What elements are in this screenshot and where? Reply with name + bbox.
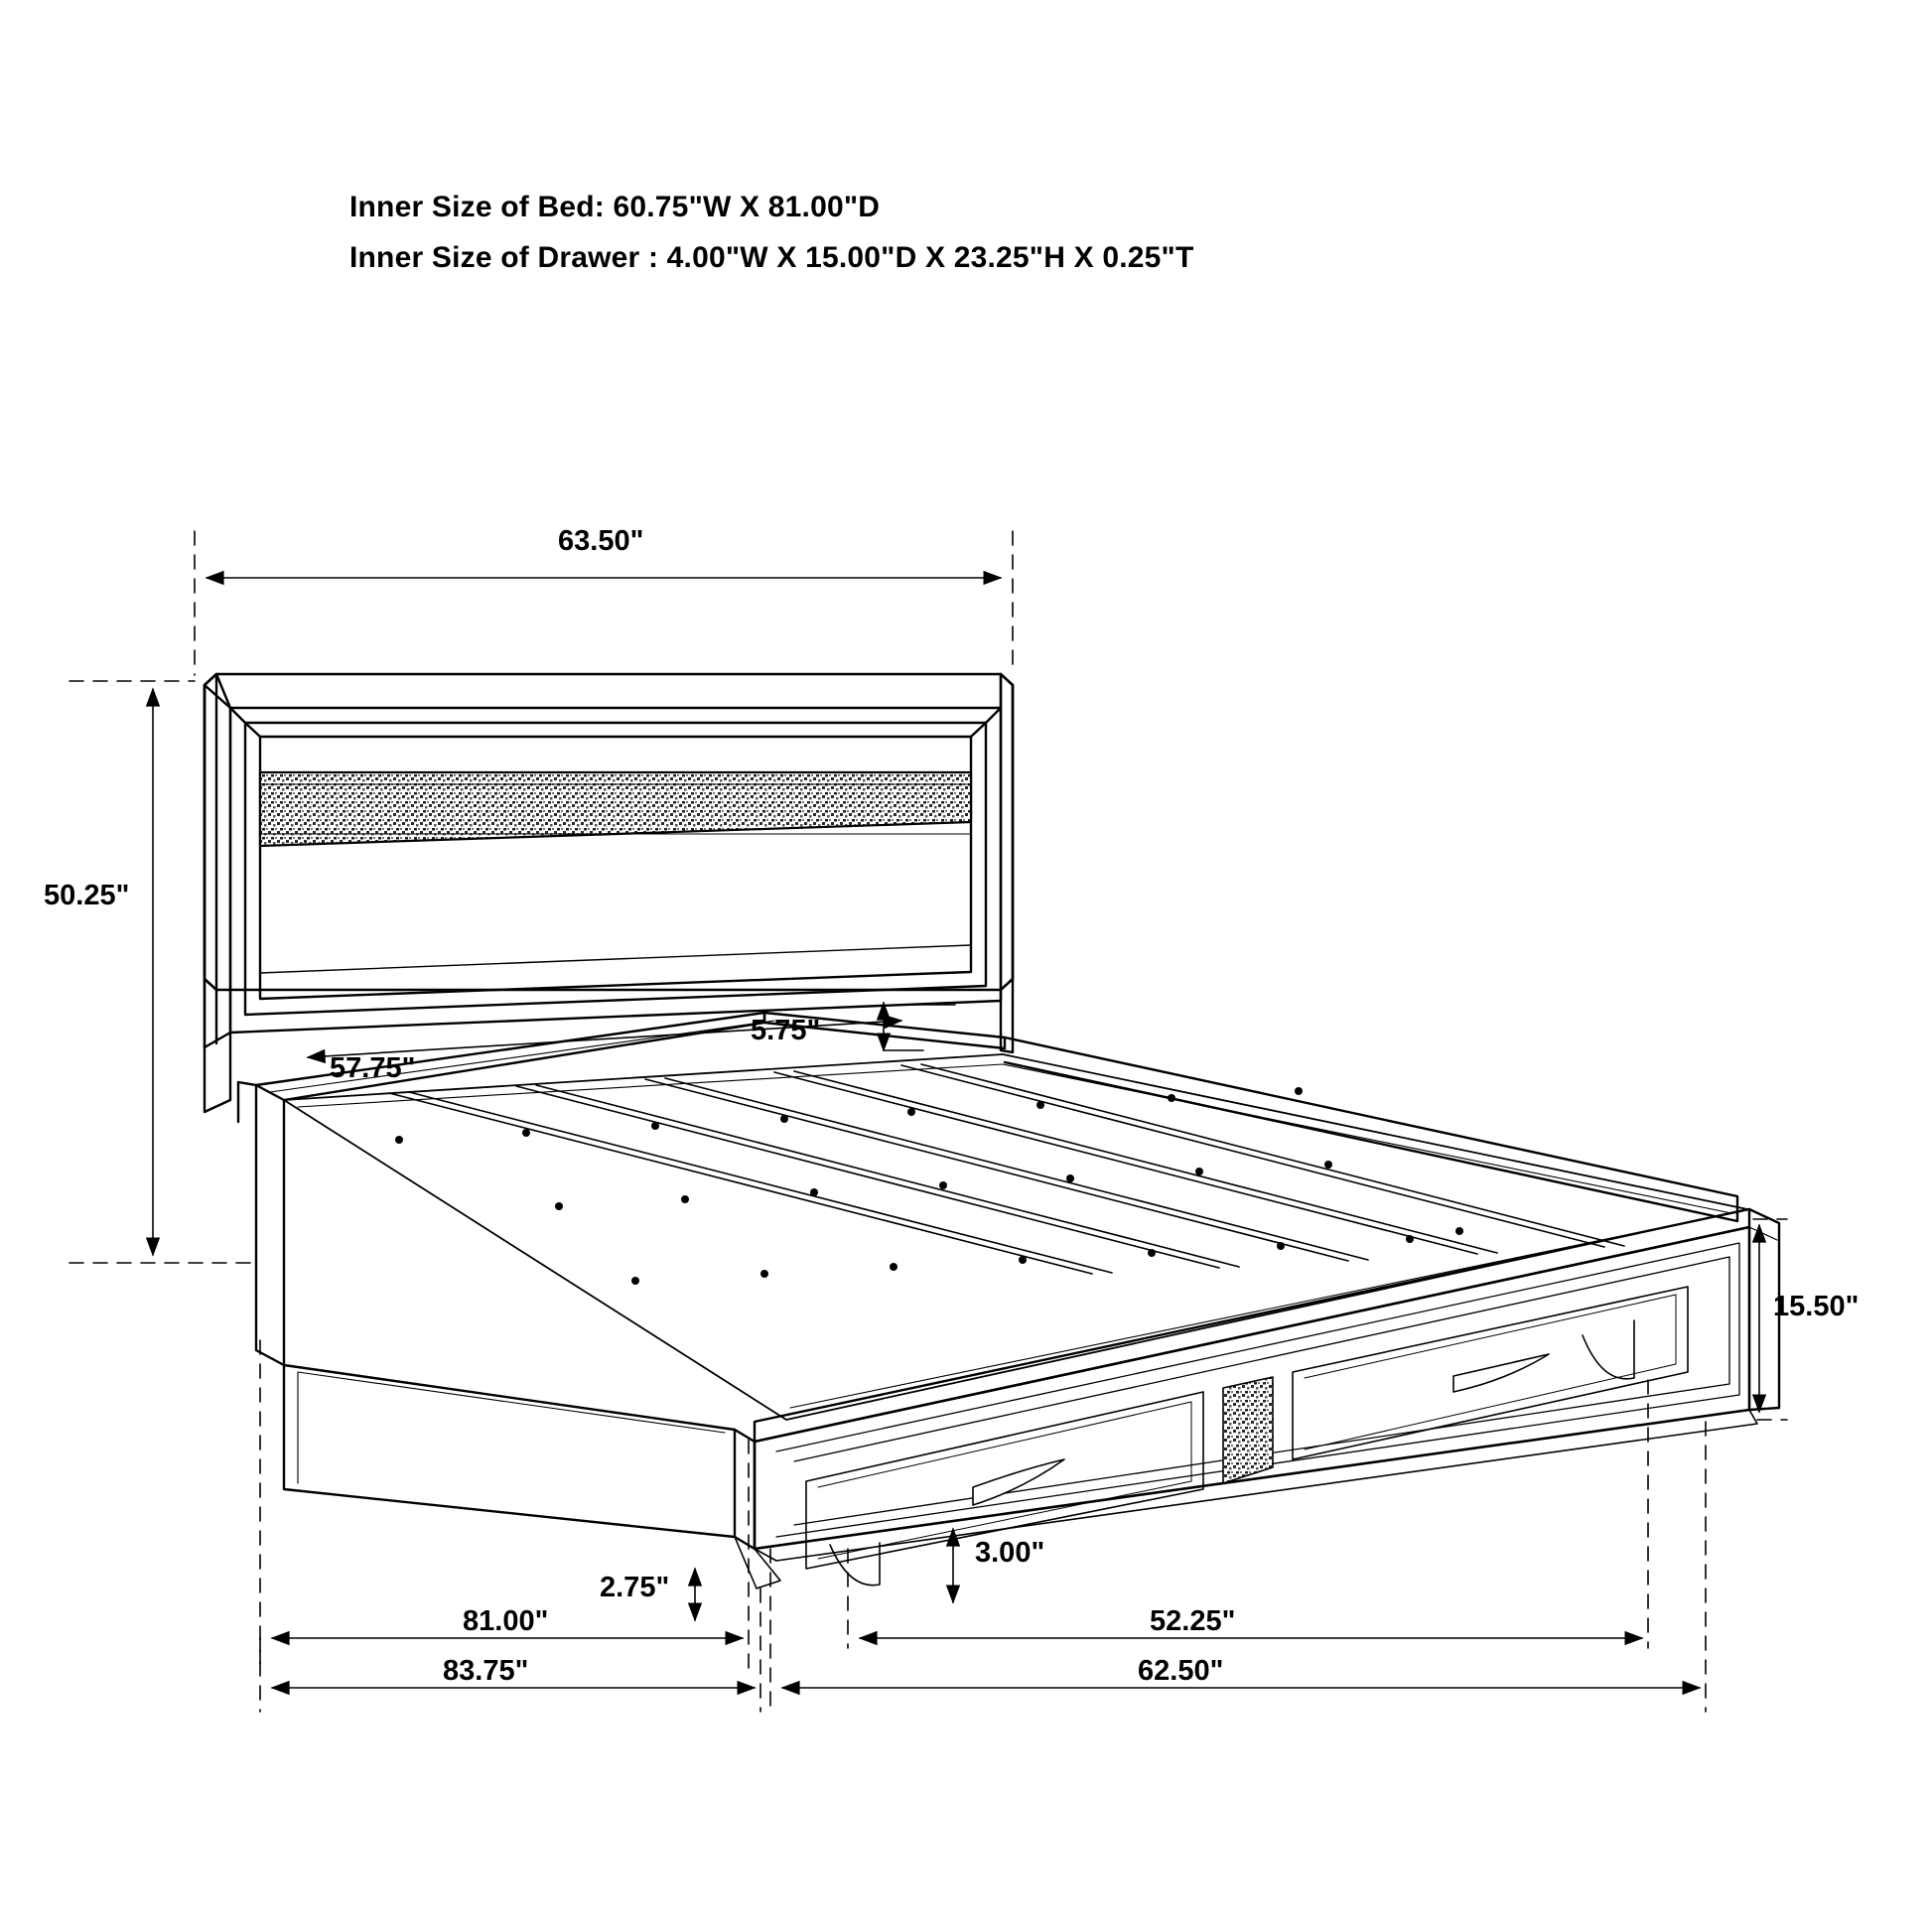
dim-headboard-panel-width: 57.75" xyxy=(330,1052,416,1084)
dim-footboard-offset: 2.75" xyxy=(600,1572,670,1603)
dim-headboard-width: 63.50" xyxy=(558,525,644,557)
inner-size-bed-note: Inner Size of Bed: 60.75"W X 81.00"D xyxy=(349,191,881,223)
inner-size-drawer-note: Inner Size of Drawer : 4.00"W X 15.00"D X 23.25"H X 0.25"T xyxy=(349,241,1194,274)
dim-leg-height: 3.00" xyxy=(975,1537,1045,1569)
dim-bed-length-inner: 81.00" xyxy=(463,1605,549,1637)
dim-bed-length-outer: 83.75" xyxy=(443,1655,529,1687)
dim-drawer-front-width: 52.25" xyxy=(1150,1605,1236,1637)
dim-footboard-height: 15.50" xyxy=(1773,1291,1860,1322)
dim-rail-to-headboard: 5.75" xyxy=(751,1015,821,1046)
dim-footboard-width: 62.50" xyxy=(1138,1655,1224,1687)
dim-headboard-height: 50.25" xyxy=(44,880,130,911)
